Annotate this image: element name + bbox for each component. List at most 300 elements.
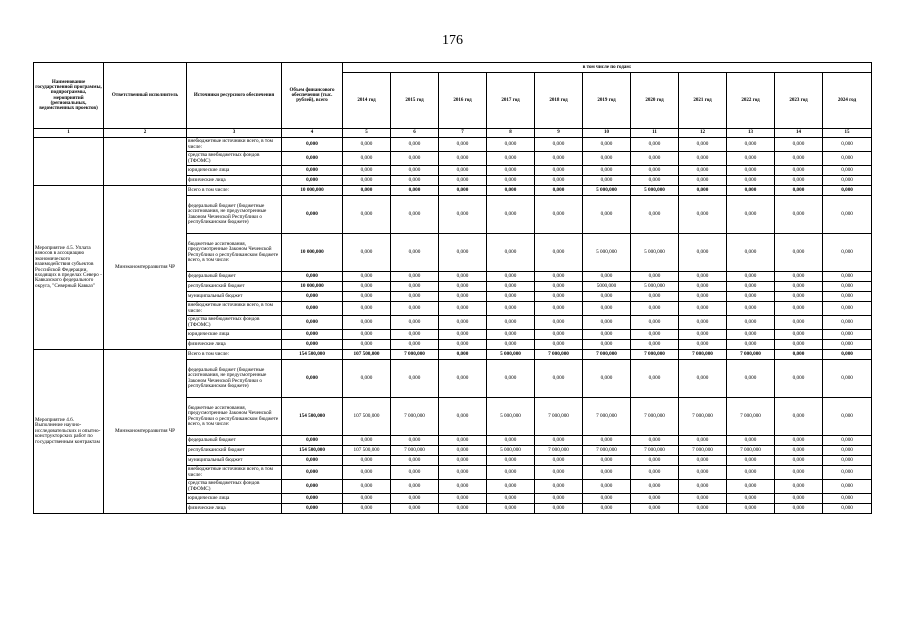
source-cell: физические лица <box>187 340 282 350</box>
year-value-cell: 0,000 <box>439 436 487 446</box>
year-value-cell: 0,000 <box>487 330 535 340</box>
col-volume-header: Объем финансового обеспечения (тыс. рублей), всего <box>282 63 343 129</box>
year-value-cell: 0,000 <box>343 466 391 480</box>
source-cell: бюджетные ассигнования, предусмотренные Законом Чеченской Республики о республиканском бюджете всего, в том числе: <box>187 234 282 272</box>
year-value-cell: 0,000 <box>775 234 823 272</box>
year-value-cell: 0,000 <box>823 176 872 186</box>
year-value-cell: 0,000 <box>823 446 872 456</box>
year-value-cell: 0,000 <box>487 466 535 480</box>
total-cell: 0,000 <box>282 196 343 234</box>
source-cell: республиканский бюджет <box>187 446 282 456</box>
year-value-cell: 0,000 <box>343 504 391 514</box>
year-value-cell: 0,000 <box>775 466 823 480</box>
year-value-cell: 0,000 <box>535 186 583 196</box>
year-value-cell: 0,000 <box>775 186 823 196</box>
year-value-cell: 7 000,000 <box>391 350 439 360</box>
total-cell: 0,000 <box>282 152 343 166</box>
source-cell: средства внебюджетных фондов (ТФОМС) <box>187 152 282 166</box>
year-value-cell: 0,000 <box>343 234 391 272</box>
year-value-cell: 0,000 <box>823 186 872 196</box>
year-value-cell: 0,000 <box>631 480 679 494</box>
year-value-cell: 5 000,000 <box>631 186 679 196</box>
year-value-cell: 5 000,000 <box>631 282 679 292</box>
table-row <box>34 138 872 152</box>
year-header-7: 2020 год <box>631 73 679 129</box>
year-value-cell: 0,000 <box>583 196 631 234</box>
total-cell: 0,000 <box>282 360 343 398</box>
year-value-cell: 0,000 <box>487 340 535 350</box>
total-cell: 0,000 <box>282 480 343 494</box>
column-number-6: 6 <box>391 129 439 138</box>
year-value-cell: 0,000 <box>679 282 727 292</box>
year-value-cell: 0,000 <box>679 456 727 466</box>
year-value-cell: 0,000 <box>823 152 872 166</box>
year-value-cell: 0,000 <box>775 350 823 360</box>
year-value-cell: 0,000 <box>727 340 775 350</box>
source-cell: внебюджетные источники всего, в том числе: <box>187 302 282 316</box>
year-value-cell: 0,000 <box>727 494 775 504</box>
year-value-cell: 7 000,000 <box>535 446 583 456</box>
total-cell: 154 500,000 <box>282 446 343 456</box>
total-cell: 0,000 <box>282 466 343 480</box>
year-value-cell: 0,000 <box>391 196 439 234</box>
year-value-cell: 0,000 <box>727 166 775 176</box>
year-value-cell: 0,000 <box>775 272 823 282</box>
year-value-cell: 0,000 <box>391 504 439 514</box>
year-value-cell: 0,000 <box>679 234 727 272</box>
source-cell: республиканский бюджет <box>187 282 282 292</box>
year-value-cell: 0,000 <box>679 186 727 196</box>
column-number-14: 14 <box>775 129 823 138</box>
year-value-cell: 0,000 <box>823 272 872 282</box>
year-value-cell: 107 500,000 <box>343 446 391 456</box>
year-header-6: 2019 год <box>583 73 631 129</box>
column-number-3: 3 <box>187 129 282 138</box>
year-value-cell: 0,000 <box>775 282 823 292</box>
year-value-cell: 5 000,000 <box>487 398 535 436</box>
year-value-cell: 0,000 <box>487 152 535 166</box>
year-value-cell: 0,000 <box>583 340 631 350</box>
year-value-cell: 0,000 <box>487 196 535 234</box>
year-value-cell: 0,000 <box>439 282 487 292</box>
year-value-cell: 0,000 <box>583 494 631 504</box>
year-value-cell: 0,000 <box>487 166 535 176</box>
year-value-cell: 0,000 <box>679 504 727 514</box>
year-value-cell: 0,000 <box>631 360 679 398</box>
year-value-cell: 0,000 <box>583 138 631 152</box>
year-value-cell: 7 000,000 <box>391 398 439 436</box>
column-number-10: 10 <box>583 129 631 138</box>
source-cell: юридические лица <box>187 330 282 340</box>
year-value-cell: 0,000 <box>535 494 583 504</box>
year-value-cell: 7 000,000 <box>535 350 583 360</box>
year-value-cell: 0,000 <box>775 166 823 176</box>
year-value-cell: 0,000 <box>391 166 439 176</box>
year-value-cell: 0,000 <box>535 166 583 176</box>
year-value-cell: 0,000 <box>391 360 439 398</box>
year-value-cell: 0,000 <box>775 330 823 340</box>
year-value-cell: 0,000 <box>727 480 775 494</box>
column-number-9: 9 <box>535 129 583 138</box>
source-cell: муниципальный бюджет <box>187 456 282 466</box>
year-value-cell: 0,000 <box>391 466 439 480</box>
year-value-cell: 7 000,000 <box>535 398 583 436</box>
year-value-cell: 0,000 <box>679 360 727 398</box>
year-value-cell: 0,000 <box>727 330 775 340</box>
year-value-cell: 0,000 <box>823 340 872 350</box>
source-cell: Всего в том числе: <box>187 186 282 196</box>
year-value-cell: 0,000 <box>727 292 775 302</box>
year-value-cell: 0,000 <box>727 504 775 514</box>
year-value-cell: 0,000 <box>487 176 535 186</box>
source-cell: внебюджетные источники всего, в том числе: <box>187 138 282 152</box>
year-value-cell: 0,000 <box>439 340 487 350</box>
year-value-cell: 0,000 <box>775 196 823 234</box>
year-value-cell: 0,000 <box>631 466 679 480</box>
col-source-header: Источники ресурсного обеспечения <box>187 63 282 129</box>
table-row <box>34 350 872 360</box>
executor-cell-continued <box>104 138 187 186</box>
column-number-13: 13 <box>727 129 775 138</box>
year-value-cell: 7 000,000 <box>727 398 775 436</box>
year-value-cell: 0,000 <box>439 234 487 272</box>
year-value-cell: 0,000 <box>823 234 872 272</box>
page-number: 176 <box>442 33 463 48</box>
year-value-cell: 0,000 <box>439 186 487 196</box>
year-value-cell: 0,000 <box>583 466 631 480</box>
year-value-cell: 5 000,000 <box>583 234 631 272</box>
year-value-cell: 0,000 <box>823 466 872 480</box>
year-value-cell: 0,000 <box>343 436 391 446</box>
year-value-cell: 0,000 <box>487 494 535 504</box>
source-cell: средства внебюджетных фондов (ТФОМС) <box>187 480 282 494</box>
year-value-cell: 0,000 <box>439 272 487 282</box>
year-value-cell: 0,000 <box>487 282 535 292</box>
year-value-cell: 0,000 <box>535 196 583 234</box>
year-value-cell: 0,000 <box>823 504 872 514</box>
column-number-11: 11 <box>631 129 679 138</box>
year-value-cell: 0,000 <box>535 282 583 292</box>
year-value-cell: 0,000 <box>535 316 583 330</box>
year-value-cell: 0,000 <box>487 292 535 302</box>
year-value-cell: 0,000 <box>631 166 679 176</box>
total-cell: 0,000 <box>282 436 343 446</box>
year-value-cell: 0,000 <box>583 330 631 340</box>
column-number-4: 4 <box>282 129 343 138</box>
column-number-8: 8 <box>487 129 535 138</box>
year-value-cell: 0,000 <box>439 176 487 186</box>
total-cell: 0,000 <box>282 138 343 152</box>
year-value-cell: 7 000,000 <box>583 350 631 360</box>
source-cell: юридические лица <box>187 494 282 504</box>
year-value-cell: 0,000 <box>343 316 391 330</box>
year-value-cell: 0,000 <box>535 152 583 166</box>
year-value-cell: 0,000 <box>343 302 391 316</box>
year-value-cell: 0,000 <box>679 316 727 330</box>
year-value-cell: 0,000 <box>775 316 823 330</box>
year-value-cell: 107 500,000 <box>343 398 391 436</box>
year-value-cell: 0,000 <box>727 456 775 466</box>
year-value-cell: 0,000 <box>535 234 583 272</box>
year-value-cell: 0,000 <box>535 360 583 398</box>
year-value-cell: 0,000 <box>391 494 439 504</box>
column-number-7: 7 <box>439 129 487 138</box>
year-value-cell: 0,000 <box>391 316 439 330</box>
source-cell: средства внебюджетных фондов (ТФОМС) <box>187 316 282 330</box>
year-value-cell: 7 000,000 <box>631 398 679 436</box>
year-value-cell: 7 000,000 <box>727 446 775 456</box>
year-value-cell: 0,000 <box>823 480 872 494</box>
year-value-cell: 0,000 <box>823 436 872 446</box>
source-cell: внебюджетные источники всего, в том числе: <box>187 466 282 480</box>
year-value-cell: 0,000 <box>775 398 823 436</box>
source-cell: федеральный бюджет (бюджетные ассигнования, не предусмотренные Законом Чеченской Республики о республиканском бюджете) <box>187 360 282 398</box>
year-value-cell: 0,000 <box>775 340 823 350</box>
year-value-cell: 0,000 <box>391 282 439 292</box>
year-value-cell: 0,000 <box>535 340 583 350</box>
name-cell-continued <box>34 138 104 186</box>
year-value-cell: 0,000 <box>343 292 391 302</box>
year-value-cell: 0,000 <box>727 272 775 282</box>
column-number-2: 2 <box>104 129 187 138</box>
year-value-cell: 0,000 <box>343 138 391 152</box>
year-value-cell: 0,000 <box>535 466 583 480</box>
measure-executor-cell: Минэкономтерразвития ЧР <box>104 350 187 514</box>
year-value-cell: 0,000 <box>727 176 775 186</box>
total-cell: 0,000 <box>282 292 343 302</box>
year-value-cell: 0,000 <box>631 196 679 234</box>
column-number-5: 5 <box>343 129 391 138</box>
year-header-10: 2023 год <box>775 73 823 129</box>
year-value-cell: 0,000 <box>535 504 583 514</box>
year-value-cell: 0,000 <box>439 166 487 176</box>
total-cell: 10 000,000 <box>282 282 343 292</box>
column-number-12: 12 <box>679 129 727 138</box>
year-value-cell: 0,000 <box>391 330 439 340</box>
year-value-cell: 0,000 <box>439 292 487 302</box>
year-value-cell: 0,000 <box>439 350 487 360</box>
year-value-cell: 0,000 <box>727 186 775 196</box>
year-value-cell: 0,000 <box>679 340 727 350</box>
year-value-cell: 0,000 <box>439 494 487 504</box>
column-number-1: 1 <box>34 129 104 138</box>
year-value-cell: 7 000,000 <box>391 446 439 456</box>
year-value-cell: 0,000 <box>535 480 583 494</box>
year-value-cell: 0,000 <box>775 456 823 466</box>
year-value-cell: 0,000 <box>487 138 535 152</box>
year-value-cell: 0,000 <box>487 360 535 398</box>
year-value-cell: 0,000 <box>487 302 535 316</box>
year-value-cell: 0,000 <box>823 302 872 316</box>
year-value-cell: 0,000 <box>727 234 775 272</box>
year-value-cell: 0,000 <box>679 196 727 234</box>
year-value-cell: 7 000,000 <box>583 398 631 436</box>
source-cell: федеральный бюджет <box>187 436 282 446</box>
total-cell: 0,000 <box>282 340 343 350</box>
year-value-cell: 0,000 <box>679 466 727 480</box>
year-value-cell: 0,000 <box>343 494 391 504</box>
year-value-cell: 0,000 <box>775 152 823 166</box>
measure-name-cell: Мероприятие 4.5. Уплата взносов в ассоциацию экономического взаимодействия субъектов Российской Федерации, входящих в пределах Северо - Кавказского федерального округа, "Северный Кавказ" <box>34 186 104 350</box>
year-value-cell: 0,000 <box>391 436 439 446</box>
year-value-cell: 0,000 <box>631 330 679 340</box>
year-value-cell: 0,000 <box>535 330 583 340</box>
year-value-cell: 0,000 <box>535 138 583 152</box>
year-value-cell: 0,000 <box>631 504 679 514</box>
source-cell: юридические лица <box>187 166 282 176</box>
total-cell: 0,000 <box>282 504 343 514</box>
total-cell: 0,000 <box>282 302 343 316</box>
year-value-cell: 0,000 <box>391 186 439 196</box>
year-value-cell: 0,000 <box>343 456 391 466</box>
year-value-cell: 0,000 <box>343 176 391 186</box>
year-value-cell: 0,000 <box>583 316 631 330</box>
total-cell: 0,000 <box>282 330 343 340</box>
total-cell: 0,000 <box>282 176 343 186</box>
measure-name-cell: Мероприятие 4.6. Выполнение научно-исследовательских и опытно-конструкторских работ по государственным контрактам <box>34 350 104 514</box>
table-header <box>34 63 872 138</box>
source-cell: физические лица <box>187 176 282 186</box>
year-value-cell: 0,000 <box>343 330 391 340</box>
year-value-cell: 0,000 <box>631 456 679 466</box>
total-cell: 0,000 <box>282 494 343 504</box>
year-value-cell: 0,000 <box>775 494 823 504</box>
table-body <box>34 138 872 514</box>
year-value-cell: 7 000,000 <box>631 350 679 360</box>
year-value-cell: 0,000 <box>727 196 775 234</box>
year-value-cell: 0,000 <box>631 138 679 152</box>
year-value-cell: 0,000 <box>775 302 823 316</box>
year-value-cell: 0,000 <box>727 316 775 330</box>
source-cell: физические лица <box>187 504 282 514</box>
year-value-cell: 7 000,000 <box>583 446 631 456</box>
year-value-cell: 5 000,000 <box>487 350 535 360</box>
year-value-cell: 0,000 <box>679 480 727 494</box>
total-cell: 0,000 <box>282 166 343 176</box>
year-value-cell: 0,000 <box>439 360 487 398</box>
column-number-15: 15 <box>823 129 872 138</box>
year-value-cell: 0,000 <box>487 316 535 330</box>
year-value-cell: 0,000 <box>823 196 872 234</box>
total-cell: 10 000,000 <box>282 234 343 272</box>
year-value-cell: 0,000 <box>439 330 487 340</box>
year-value-cell: 0,000 <box>391 152 439 166</box>
year-value-cell: 0,000 <box>439 302 487 316</box>
year-value-cell: 5 000,000 <box>583 186 631 196</box>
year-value-cell: 0,000 <box>727 466 775 480</box>
year-header-1: 2014 год <box>343 73 391 129</box>
year-value-cell: 0,000 <box>439 196 487 234</box>
source-cell: федеральный бюджет <box>187 272 282 282</box>
year-value-cell: 0,000 <box>679 176 727 186</box>
year-value-cell: 0,000 <box>823 138 872 152</box>
year-value-cell: 0,000 <box>775 360 823 398</box>
year-value-cell: 0,000 <box>823 494 872 504</box>
year-value-cell: 0,000 <box>727 360 775 398</box>
year-value-cell: 0,000 <box>343 186 391 196</box>
total-cell: 154 500,000 <box>282 350 343 360</box>
year-value-cell: 0,000 <box>439 466 487 480</box>
year-value-cell: 5 000,000 <box>487 446 535 456</box>
year-value-cell: 0,000 <box>727 436 775 446</box>
year-value-cell: 0,000 <box>487 186 535 196</box>
year-value-cell: 0,000 <box>535 456 583 466</box>
year-value-cell: 0,000 <box>679 302 727 316</box>
year-value-cell: 0,000 <box>535 292 583 302</box>
year-value-cell: 0,000 <box>535 302 583 316</box>
year-header-2: 2015 год <box>391 73 439 129</box>
year-value-cell: 0,000 <box>343 272 391 282</box>
year-value-cell: 0,000 <box>391 292 439 302</box>
year-value-cell: 0,000 <box>391 340 439 350</box>
year-value-cell: 0,000 <box>583 272 631 282</box>
year-value-cell: 0,000 <box>727 152 775 166</box>
year-value-cell: 0,000 <box>775 292 823 302</box>
year-value-cell: 0,000 <box>583 166 631 176</box>
year-value-cell: 0,000 <box>391 480 439 494</box>
total-cell: 0,000 <box>282 456 343 466</box>
source-cell: федеральный бюджет (бюджетные ассигнования, не предусмотренные Законом Чеченской Республики о республиканском бюджете) <box>187 196 282 234</box>
year-value-cell: 0,000 <box>631 272 679 282</box>
year-header-11: 2024 год <box>823 73 872 129</box>
year-header-5: 2018 год <box>535 73 583 129</box>
year-value-cell: 0,000 <box>487 504 535 514</box>
year-value-cell: 0,000 <box>439 446 487 456</box>
total-cell: 154 500,000 <box>282 398 343 436</box>
year-header-3: 2016 год <box>439 73 487 129</box>
year-value-cell: 0,000 <box>391 302 439 316</box>
total-cell: 0,000 <box>282 272 343 282</box>
year-header-8: 2021 год <box>679 73 727 129</box>
year-value-cell: 0,000 <box>775 138 823 152</box>
year-value-cell: 0,000 <box>583 456 631 466</box>
source-cell: Всего в том числе: <box>187 350 282 360</box>
year-value-cell: 0,000 <box>487 234 535 272</box>
year-value-cell: 0,000 <box>679 138 727 152</box>
year-value-cell: 7 000,000 <box>631 446 679 456</box>
year-value-cell: 0,000 <box>823 316 872 330</box>
total-cell: 0,000 <box>282 316 343 330</box>
year-value-cell: 0,000 <box>823 456 872 466</box>
year-value-cell: 0,000 <box>535 176 583 186</box>
year-value-cell: 0,000 <box>439 480 487 494</box>
total-cell: 10 000,000 <box>282 186 343 196</box>
year-value-cell: 5 000,000 <box>631 234 679 272</box>
year-value-cell: 0,000 <box>391 176 439 186</box>
year-value-cell: 5000,000 <box>583 282 631 292</box>
year-value-cell: 7 000,000 <box>679 350 727 360</box>
year-value-cell: 107 500,000 <box>343 350 391 360</box>
years-group-header: в том числе по годам: <box>343 63 872 73</box>
year-value-cell: 0,000 <box>439 316 487 330</box>
year-value-cell: 0,000 <box>487 272 535 282</box>
year-value-cell: 0,000 <box>679 272 727 282</box>
year-value-cell: 0,000 <box>775 176 823 186</box>
year-value-cell: 0,000 <box>631 302 679 316</box>
year-value-cell: 0,000 <box>583 504 631 514</box>
year-value-cell: 0,000 <box>631 494 679 504</box>
year-value-cell: 0,000 <box>343 340 391 350</box>
year-value-cell: 0,000 <box>727 138 775 152</box>
year-value-cell: 0,000 <box>631 340 679 350</box>
year-value-cell: 7 000,000 <box>727 350 775 360</box>
year-value-cell: 0,000 <box>391 138 439 152</box>
year-value-cell: 0,000 <box>583 176 631 186</box>
year-value-cell: 0,000 <box>727 302 775 316</box>
year-value-cell: 0,000 <box>535 272 583 282</box>
year-value-cell: 0,000 <box>775 436 823 446</box>
year-value-cell: 0,000 <box>343 282 391 292</box>
